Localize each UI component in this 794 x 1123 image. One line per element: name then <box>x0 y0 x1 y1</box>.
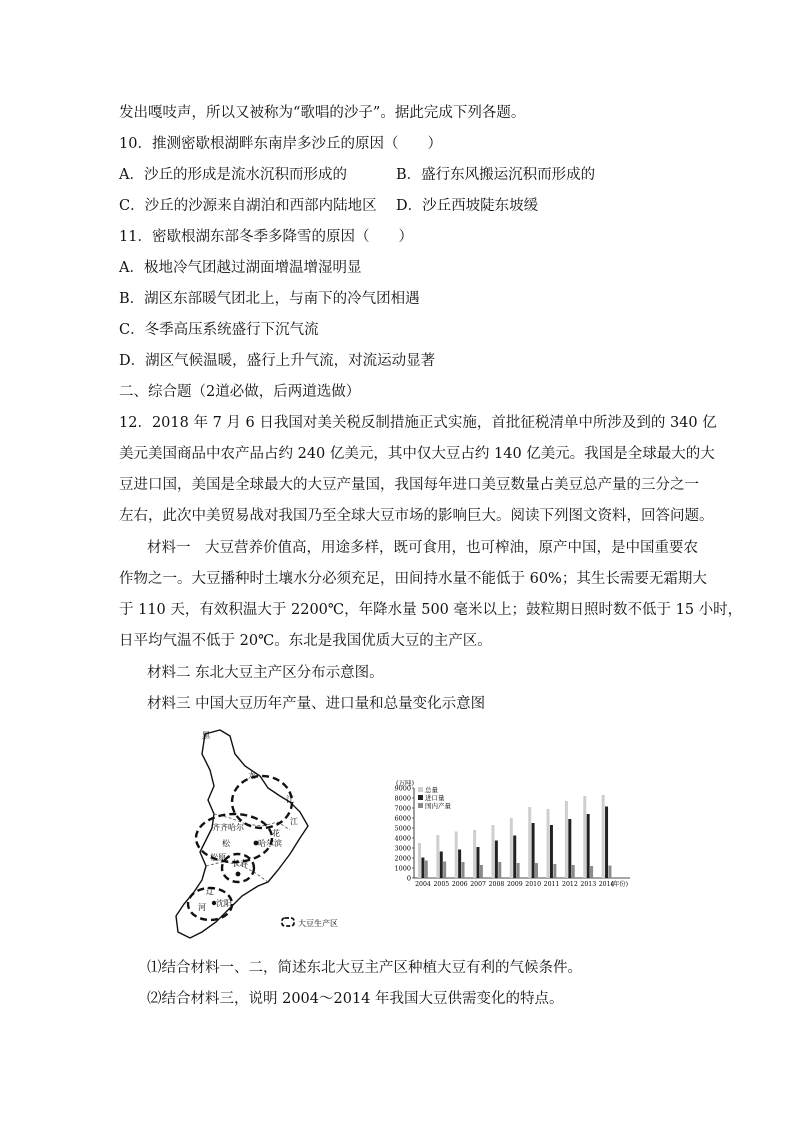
y-tick-label: 5000 <box>394 824 411 833</box>
x-tick-label: 2010 <box>525 881 542 888</box>
q10-option-b: B．盛行东风搬运沉积而形成的 <box>396 167 596 183</box>
q12-text-3: 豆进口国，美国是全球最大的大豆产量国，我国每年进口美豆数量占美豆总产量的三分之一 <box>119 477 699 493</box>
bar-进口量-2009 <box>513 836 516 879</box>
y-tick-label: 6000 <box>394 814 411 823</box>
map-label-liao: 辽 <box>206 887 214 896</box>
haerbin-marker <box>254 841 259 846</box>
legend-swatch-总量 <box>418 787 423 792</box>
x-tick-label: 2012 <box>562 881 578 888</box>
q12-text-2: 美元美国商品中农产品占约 240 亿美元，其中仅大豆占约 140 亿美元。我国是全球最大的大 <box>119 446 715 462</box>
bar-国内产量-2005 <box>443 862 446 879</box>
material-2-caption: 材料二 东北大豆主产区分布示意图。 <box>147 665 384 681</box>
bar-总量-2008 <box>491 825 494 878</box>
bar-进口量-2012 <box>568 819 571 878</box>
bar-总量-2010 <box>528 807 531 878</box>
map-label-haerbin: 哈尔滨 <box>258 839 282 848</box>
bar-国内产量-2012 <box>572 865 575 878</box>
map-label-song: 松 <box>222 839 230 848</box>
x-axis-label: (年份) <box>610 881 628 888</box>
bar-总量-2009 <box>510 818 513 878</box>
bar-总量-2013 <box>583 796 586 878</box>
y-tick-label: 9000 <box>394 784 411 793</box>
x-tick-label: 2009 <box>506 881 523 888</box>
map-label-hei: 黑 <box>202 731 210 740</box>
q10-option-d: D．沙丘西坡陡东坡缓 <box>396 198 539 214</box>
bar-进口量-2014 <box>605 807 608 879</box>
question-11: 11．密歇根湖东部冬季多降雪的原因（ ） <box>119 229 413 245</box>
sub-question-2: ⑵结合材料三，说明 2004～2014 年我国大豆供需变化的特点。 <box>147 991 564 1007</box>
chart-legend <box>418 785 452 810</box>
map-label-qiqihaer: 齐齐哈尔 <box>212 823 244 832</box>
x-tick-label: 2008 <box>488 881 505 888</box>
bar-进口量-2010 <box>532 823 535 878</box>
x-tick-label: 2005 <box>433 881 450 888</box>
q10-option-a: A．沙丘的形成是流水沉积而形成的 <box>119 167 347 183</box>
bar-进口量-2005 <box>440 852 443 879</box>
map-label-hua: 花 <box>272 829 280 838</box>
x-tick-label: 2004 <box>415 881 431 888</box>
q11-option-d: D．湖区气候温暖，盛行上升气流，对流运动显著 <box>119 353 436 369</box>
bar-进口量-2008 <box>495 841 498 879</box>
bar-国内产量-2009 <box>517 863 520 878</box>
y-tick-label: 2000 <box>394 854 411 863</box>
map-label-jiang2: 江 <box>290 817 298 826</box>
material-1-line-2: 作物之一。大豆播种时土壤水分必须充足，田间持水量不能低于 60%；其生长需要无霜期大 <box>119 571 707 587</box>
bar-进口量-2013 <box>587 814 590 878</box>
bar-总量-2006 <box>455 832 458 879</box>
y-tick-label: 1000 <box>394 864 411 873</box>
map-legend-label: 大豆生产区 <box>298 919 338 928</box>
bar-进口量-2011 <box>550 825 553 878</box>
bar-总量-2011 <box>547 809 550 878</box>
sub-question-1: ⑴结合材料一、二，简述东北大豆主产区种植大豆有利的气候条件。 <box>147 960 582 976</box>
bar-国内产量-2011 <box>553 864 556 878</box>
y-tick-label: 0 <box>406 874 411 883</box>
northeast-soybean-map <box>150 726 360 946</box>
map-label-songyuan: 松原 <box>210 853 226 862</box>
y-axis-label: (万吨) <box>396 779 415 787</box>
x-tick-label: 2011 <box>543 881 560 888</box>
map-label-changchun: 长春 <box>232 859 248 868</box>
shenyang-marker <box>212 901 216 905</box>
bar-国内产量-2013 <box>590 866 593 878</box>
bar-进口量-2006 <box>458 850 461 879</box>
legend-label-进口量: 进口量 <box>425 794 445 802</box>
bar-国内产量-2010 <box>535 863 538 878</box>
material-3-caption: 材料三 中国大豆历年产量、进口量和总量变化示意图 <box>147 696 486 712</box>
bar-总量-2005 <box>436 835 439 878</box>
bar-总量-2014 <box>602 795 605 878</box>
soybean-bar-chart <box>384 778 634 893</box>
bar-国内产量-2004 <box>425 861 428 879</box>
y-tick-label: 8000 <box>394 794 411 803</box>
bar-国内产量-2007 <box>480 865 483 878</box>
legend-swatch-进口量 <box>418 795 423 800</box>
bar-总量-2004 <box>418 843 421 878</box>
y-tick-label: 7000 <box>394 804 411 813</box>
bar-国内产量-2008 <box>498 862 501 878</box>
x-tick-label: 2013 <box>580 881 597 888</box>
q11-option-b: B．湖区东部暖气团北上，与南下的冷气团相遇 <box>119 291 420 307</box>
text-line-1: 发出嘎吱声，所以又被称为“歌唱的沙子”。据此完成下列各题。 <box>119 105 526 121</box>
legend-swatch-国内产量 <box>418 803 423 808</box>
q11-option-a: A．极地冷气团越过湖面增温增湿明显 <box>119 260 362 276</box>
y-tick-label: 3000 <box>394 844 411 853</box>
map-label-shenyang: 沈阳 <box>216 899 232 908</box>
legend-label-总量: 总量 <box>425 786 438 794</box>
q12-text-1: 12．2018 年 7 月 6 日我国对美关税反制措施正式实施，首批征税清单中所涉及到的 340 亿 <box>119 415 717 431</box>
q11-option-c: C．冬季高压系统盛行下沉气流 <box>119 322 319 338</box>
question-10: 10．推测密歇根湖畔东南岸多沙丘的原因（ ） <box>119 136 442 152</box>
x-tick-label: 2014 <box>598 881 615 888</box>
map-label-long: 龙 <box>248 771 256 780</box>
legend-region-swatch <box>282 918 294 926</box>
bar-总量-2007 <box>473 830 476 878</box>
y-tick-label: 4000 <box>394 834 411 843</box>
map-label-he: 河 <box>198 903 206 912</box>
bar-进口量-2007 <box>476 847 479 878</box>
bar-总量-2012 <box>565 801 568 878</box>
bar-进口量-2004 <box>421 858 424 879</box>
bar-国内产量-2014 <box>608 866 611 879</box>
section-heading: 二、综合题（2道必做，后两道选做） <box>119 384 361 400</box>
changchun-marker <box>236 872 241 877</box>
q12-text-4: 左右，此次中美贸易战对我国乃至全球大豆市场的影响巨大。阅读下列图文资料，回答问题。 <box>119 508 714 524</box>
q10-option-c: C．沙丘的沙源来自湖泊和西部内陆地区 <box>119 198 377 214</box>
material-1-line-4: 日平均气温不低于 20℃。东北是我国优质大豆的主产区。 <box>119 633 492 649</box>
material-1-line-1: 材料一 大豆营养价值高，用途多样，既可食用，也可榨油，原产中国，是中国重要农 <box>147 540 698 556</box>
bar-国内产量-2006 <box>462 862 465 878</box>
x-tick-label: 2007 <box>470 881 486 888</box>
soybean-region-north <box>232 776 292 828</box>
map-label-jiang: 江 <box>286 795 294 804</box>
legend-label-国内产量: 国内产量 <box>425 802 451 810</box>
x-tick-label: 2006 <box>451 881 468 888</box>
material-1-line-3: 于 110 天，有效积温大于 2200℃，年降水量 500 毫米以上；鼓粒期日照时数不低于 15 小时， <box>119 602 743 618</box>
